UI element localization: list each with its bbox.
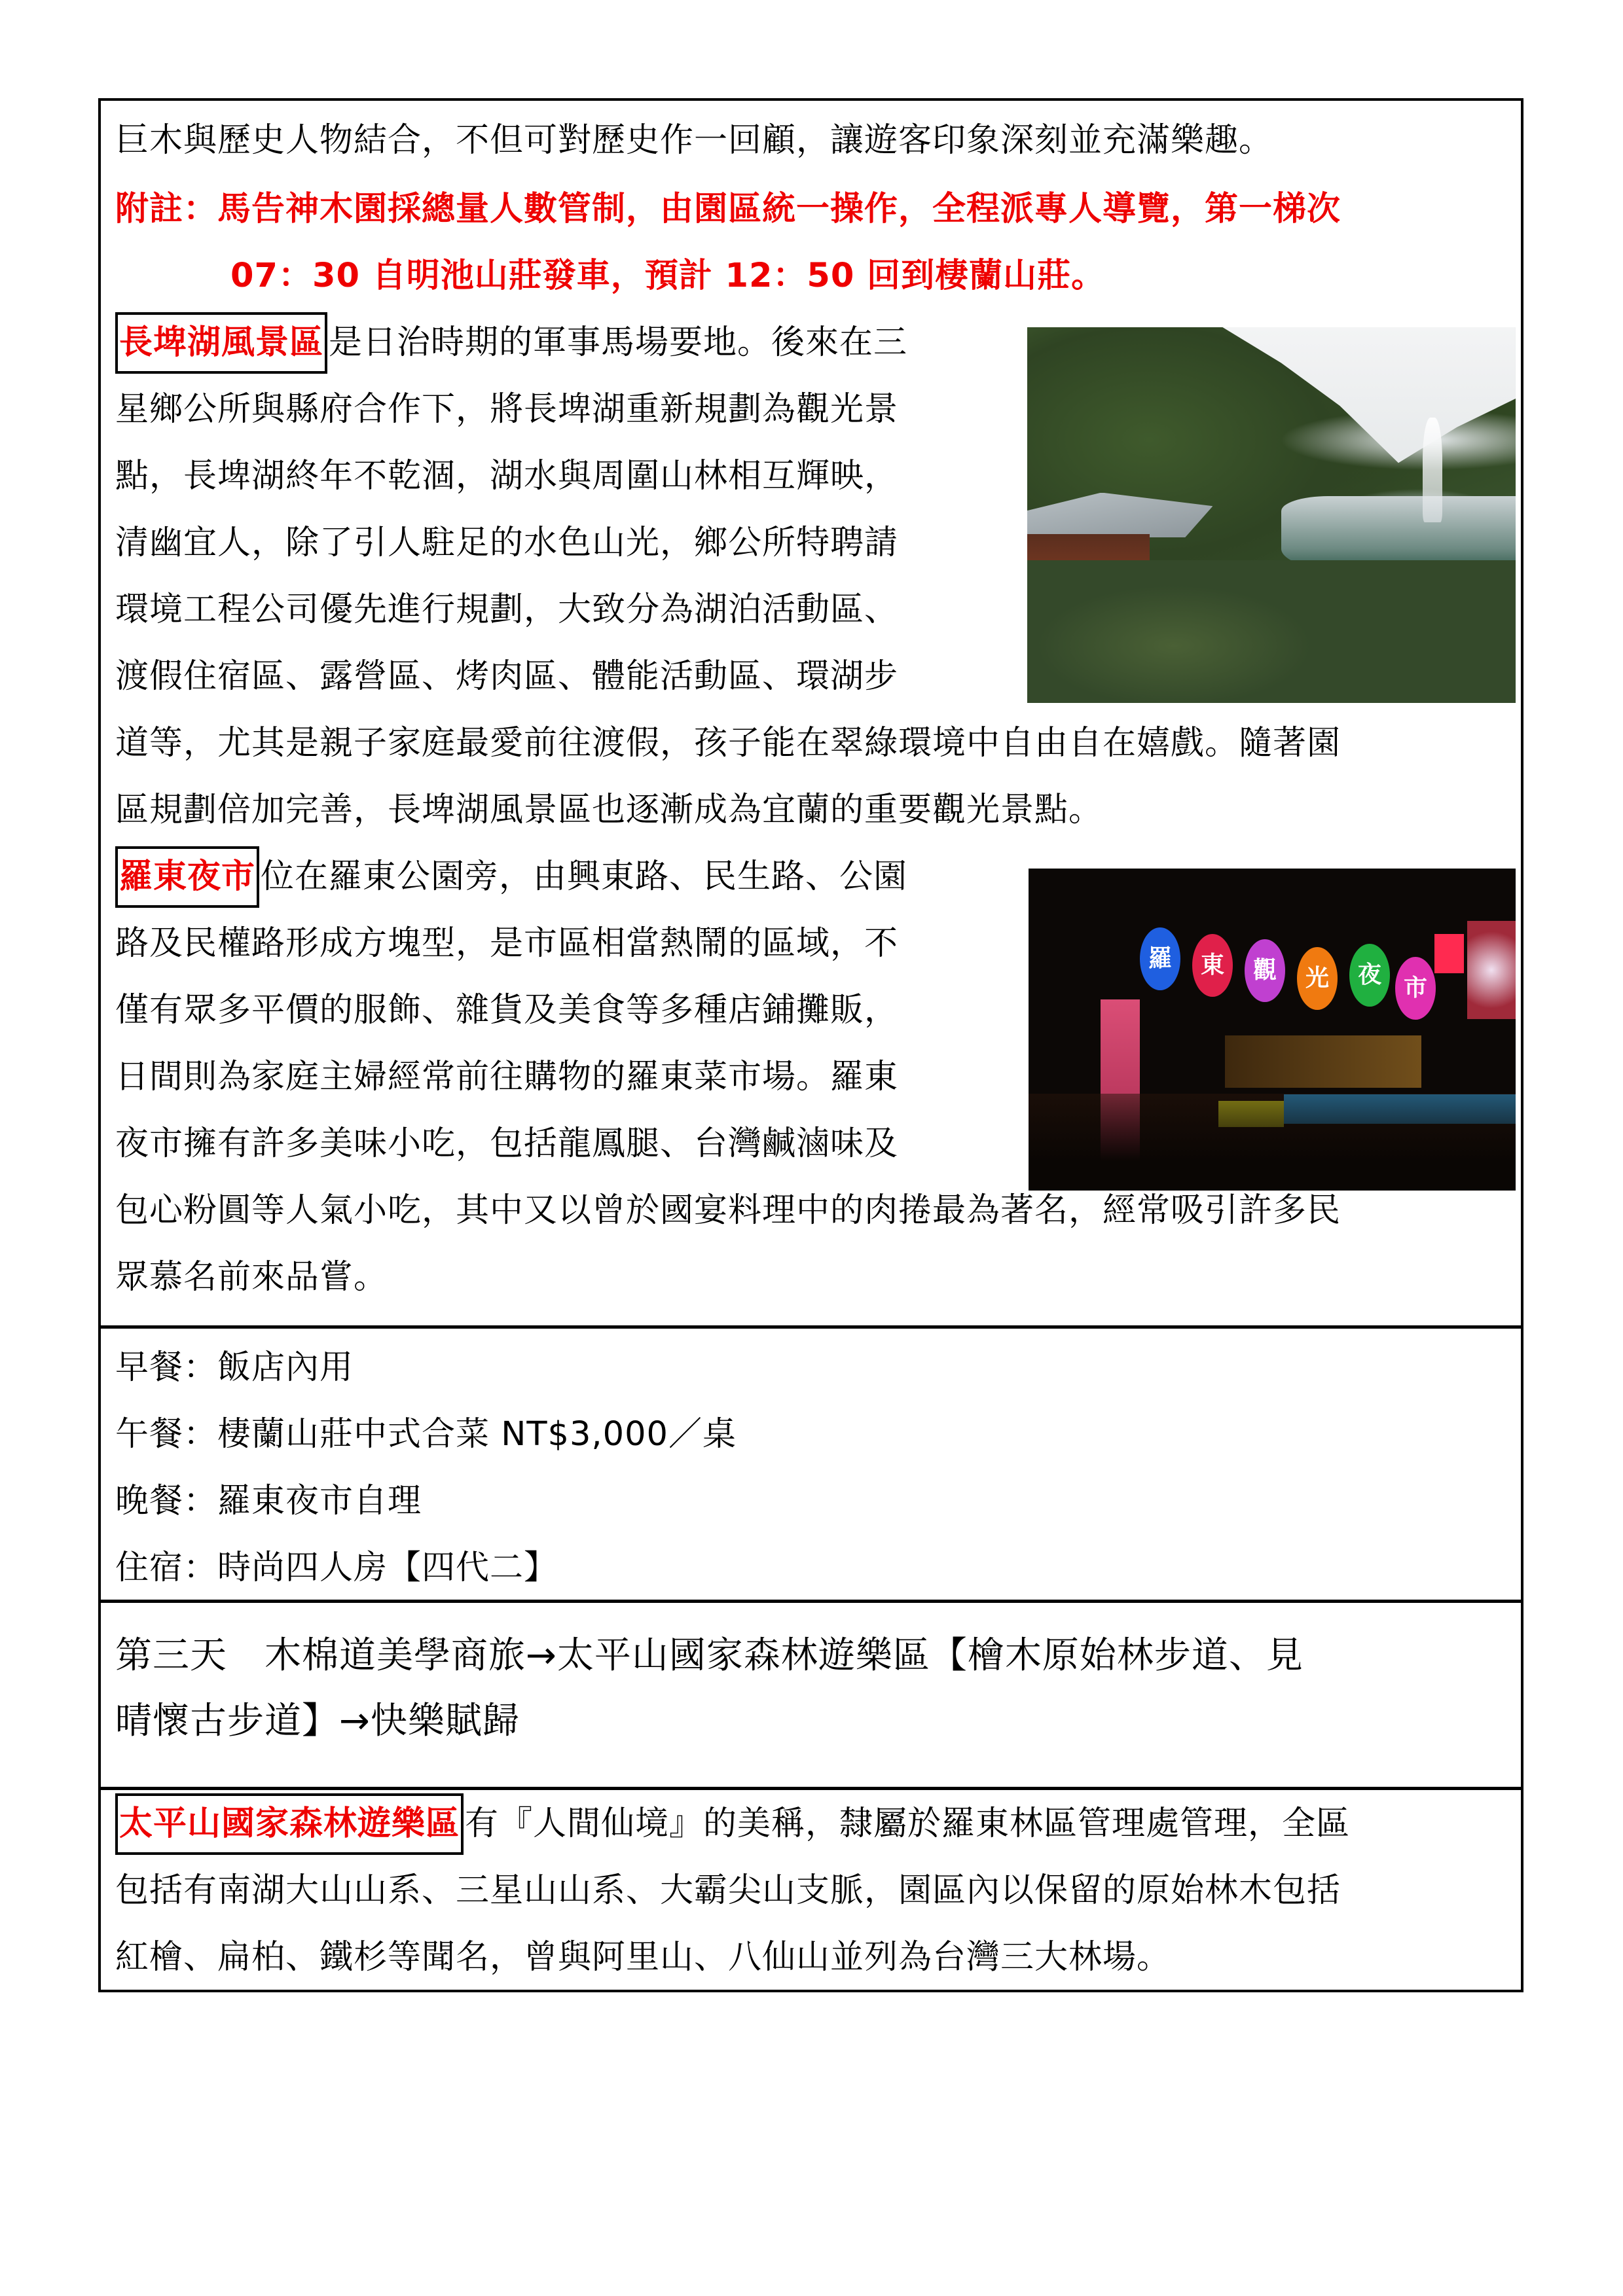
row-divider <box>98 1787 1523 1790</box>
photo-neon-sign <box>1434 934 1464 973</box>
paragraph-text: 有『人間仙境』的美稱，隸屬於羅東林區管理處管理，全區 <box>465 1804 1351 1843</box>
paragraph-text: 僅有眾多平價的服飾、雜貨及美食等多種店鋪攤販， <box>115 991 899 1030</box>
photo-storefront <box>1225 1035 1421 1088</box>
luodong-first-line <box>115 844 907 910</box>
sign-lantern: 市 <box>1395 957 1436 1020</box>
paragraph-text: 路及民權路形成方塊型，是市區相當熱鬧的區域，不 <box>115 924 899 963</box>
lodging: 住宿：時尚四人房【四代二】 <box>115 1549 558 1587</box>
meal-lunch: 午餐：棲蘭山莊中式合菜 NT$3,000／桌 <box>115 1415 737 1454</box>
paragraph-text: 環境工程公司優先進行規劃，大致分為湖泊活動區、 <box>115 590 899 629</box>
paragraph-text: 紅檜、扁柏、鐵杉等聞名，曾與阿里山、八仙山並列為台灣三大林場。 <box>115 1938 1171 1977</box>
changpi-first-line <box>115 310 907 376</box>
lake-fountain-photo <box>1027 327 1516 703</box>
luodong-market-title: 羅東夜市 <box>115 846 259 908</box>
photo-crowd <box>1029 1094 1516 1191</box>
paragraph-text: 道等，尤其是親子家庭最愛前往渡假，孩子能在翠綠環境中自由自在嬉戲。隨著園 <box>115 724 1341 762</box>
paragraph-text: 包括有南湖大山山系、三星山山系、大霸尖山支脈，園區內以保留的原始林木包括 <box>115 1871 1341 1910</box>
intro-text: 巨木與歷史人物結合，不但可對歷史作一回顧，讓遊客印象深刻並充滿樂趣。 <box>115 121 1273 160</box>
note-line-1: 附註：馬告神木園採總量人數管制，由園區統一操作，全程派專人導覽，第一梯次 <box>115 190 1341 228</box>
sign-lantern: 光 <box>1297 947 1338 1010</box>
paragraph-text: 區規劃倍加完善，長埤湖風景區也逐漸成為宜蘭的重要觀光景點。 <box>115 791 1103 829</box>
meal-breakfast: 早餐：飯店內用 <box>115 1348 354 1387</box>
night-market-photo <box>1029 869 1516 1191</box>
day3-heading-line-1: 第三天 木棉道美學商旅→太平山國家森林遊樂區【檜木原始林步道、見 <box>115 1634 1304 1677</box>
note-line-2: 07：30 自明池山莊發車，預計 12：50 回到棲蘭山莊。 <box>230 257 1106 295</box>
meal-dinner: 晚餐：羅東夜市自理 <box>115 1482 422 1520</box>
photo-pavilion-roof <box>1027 493 1213 538</box>
photo-sky <box>1222 327 1516 470</box>
paragraph-text: 是日治時期的軍事馬場要地。後來在三 <box>329 323 908 362</box>
sign-lantern: 觀 <box>1245 939 1285 1002</box>
photo-neon-sign <box>1467 921 1516 1019</box>
paragraph-text: 夜市擁有許多美味小吃，包括龍鳳腿、台灣鹹滷味及 <box>115 1124 899 1163</box>
paragraph-text: 位在羅東公園旁，由興東路、民生路、公園 <box>261 857 908 896</box>
photo-foreground-trees <box>1027 560 1516 703</box>
paragraph-text: 星鄉公所與縣府合作下，將長埤湖重新規劃為觀光景 <box>115 390 899 429</box>
changpi-lake-title: 長埤湖風景區 <box>115 312 327 374</box>
paragraph-text: 點，長埤湖終年不乾涸，湖水與周圍山林相互輝映， <box>115 457 899 495</box>
paragraph-text: 日間則為家庭主婦經常前往購物的羅東菜市場。羅東 <box>115 1058 899 1096</box>
row-divider <box>98 1325 1523 1329</box>
paragraph-text: 眾慕名前來品嘗。 <box>115 1258 388 1297</box>
sign-lantern: 夜 <box>1349 944 1390 1007</box>
sign-lantern: 羅 <box>1140 927 1180 990</box>
paragraph-text: 清幽宜人，除了引人駐足的水色山光，鄉公所特聘請 <box>115 524 899 562</box>
taipingshan-first-line <box>115 1791 1350 1857</box>
taipingshan-title: 太平山國家森林遊樂區 <box>115 1793 464 1855</box>
sign-lantern: 東 <box>1192 934 1233 997</box>
paragraph-text: 包心粉圓等人氣小吃，其中又以曾於國宴料理中的肉捲最為著名，經常吸引許多民 <box>115 1191 1341 1230</box>
photo-fountain <box>1423 418 1442 523</box>
paragraph-text: 渡假住宿區、露營區、烤肉區、體能活動區、環湖步 <box>115 657 899 696</box>
day3-heading-line-2: 晴懷古步道】→快樂賦歸 <box>115 1700 520 1742</box>
